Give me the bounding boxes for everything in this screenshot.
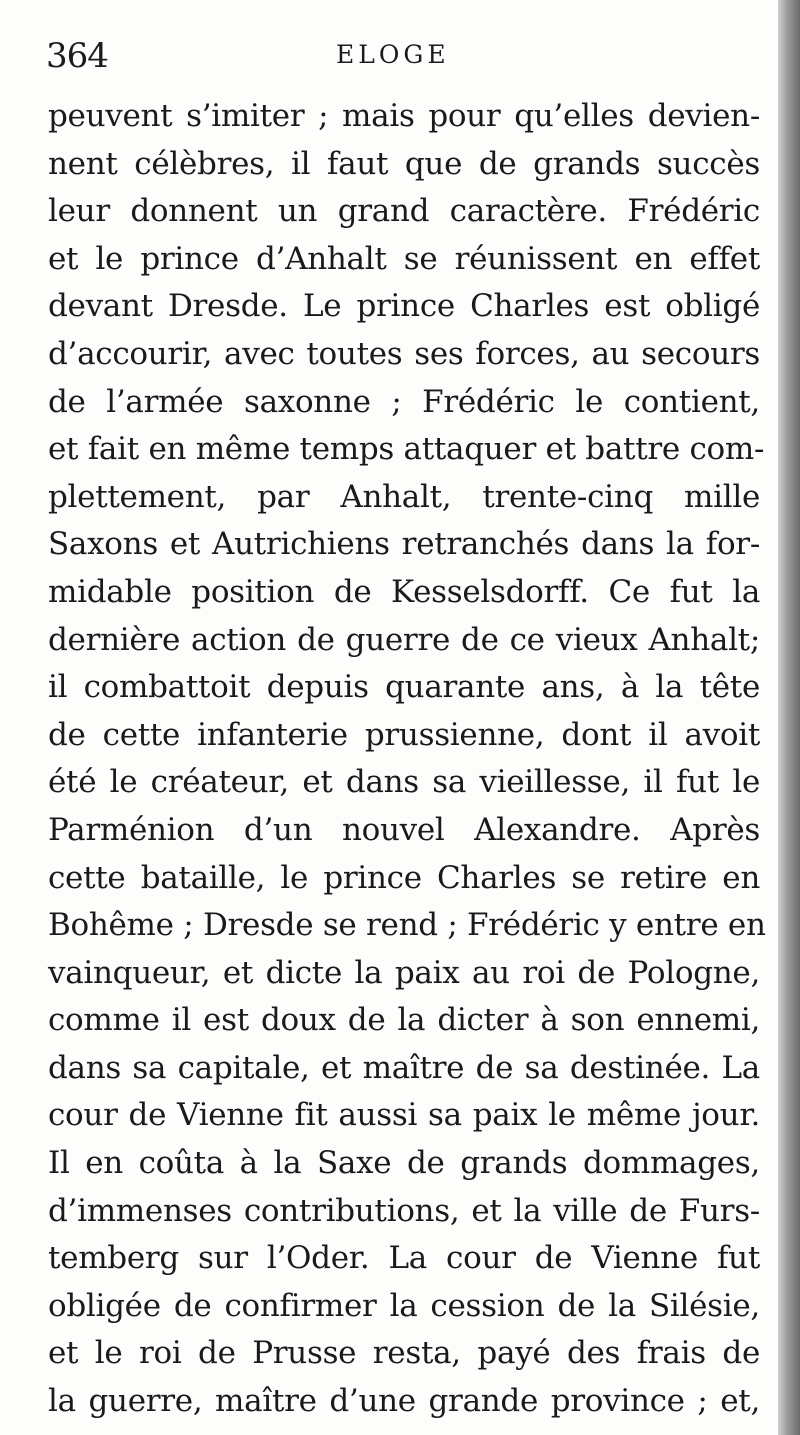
text-line: temberg sur l’Oder. La cour de Vienne fut bbox=[48, 1240, 760, 1277]
text-line: Il en coûta à la Saxe de grands dommages, bbox=[48, 1145, 760, 1182]
text-line: de l’armée saxonne ; Frédéric le contient, bbox=[48, 383, 760, 420]
text-line: devant Dresde. Le prince Charles est obligé bbox=[48, 288, 760, 325]
text-line: d’immenses contributions, et la ville de Furs- bbox=[48, 1192, 760, 1229]
text-line: cette bataille, le prince Charles se retire en bbox=[48, 859, 760, 896]
body-text bbox=[48, 93, 766, 1426]
text-line: et fait en même temps attaquer et battre com- bbox=[48, 431, 765, 468]
text-line: leur donnent un grand caractère. Frédéric bbox=[48, 193, 760, 230]
text-line: de cette infanterie prussienne, dont il avoit bbox=[48, 716, 760, 753]
page-number: 364 bbox=[46, 36, 108, 76]
text-line: comme il est doux de la dicter à son ennemi, bbox=[48, 1002, 760, 1039]
text-line: Bohême ; Dresde se rend ; Frédéric y entre en bbox=[48, 907, 766, 944]
text-line: la guerre, maître d’une grande province ; et, bbox=[48, 1383, 760, 1420]
text-line: obligée de confirmer la cession de la Silésie, bbox=[48, 1287, 760, 1324]
text-line: Saxons et Autrichiens retranchés dans la for- bbox=[48, 526, 760, 563]
text-line: Parménion d’un nouvel Alexandre. Après bbox=[48, 811, 760, 848]
text-line: et le roi de Prusse resta, payé des frais de bbox=[48, 1335, 760, 1372]
text-line: peuvent s’imiter ; mais pour qu’elles devien- bbox=[48, 98, 760, 134]
text-line: plettement, par Anhalt, trente-cinq mille bbox=[48, 478, 760, 515]
text-line: nent célèbres, il faut que de grands succès bbox=[48, 145, 760, 182]
text-line: cour de Vienne fit aussi sa paix le même jour. bbox=[48, 1097, 760, 1134]
text-line: dans sa capitale, et maître de sa destinée. La bbox=[48, 1049, 760, 1086]
page-header bbox=[46, 36, 746, 80]
page-gutter-shadow bbox=[778, 0, 800, 1435]
text-line: et le prince d’Anhalt se réunissent en effet bbox=[48, 240, 760, 277]
running-head: ELOGE bbox=[336, 40, 450, 69]
text-line: dernière action de guerre de ce vieux Anhalt; bbox=[48, 621, 760, 658]
text-line: midable position de Kesselsdorff. Ce fut la bbox=[48, 573, 760, 610]
text-line: vainqueur, et dicte la paix au roi de Pologne, bbox=[48, 954, 760, 991]
text-line: d’accourir, avec toutes ses forces, au secours bbox=[48, 335, 760, 372]
text-line: été le créateur, et dans sa vieillesse, il fut le bbox=[48, 764, 760, 801]
text-line: il combattoit depuis quarante ans, à la tête bbox=[48, 669, 760, 706]
